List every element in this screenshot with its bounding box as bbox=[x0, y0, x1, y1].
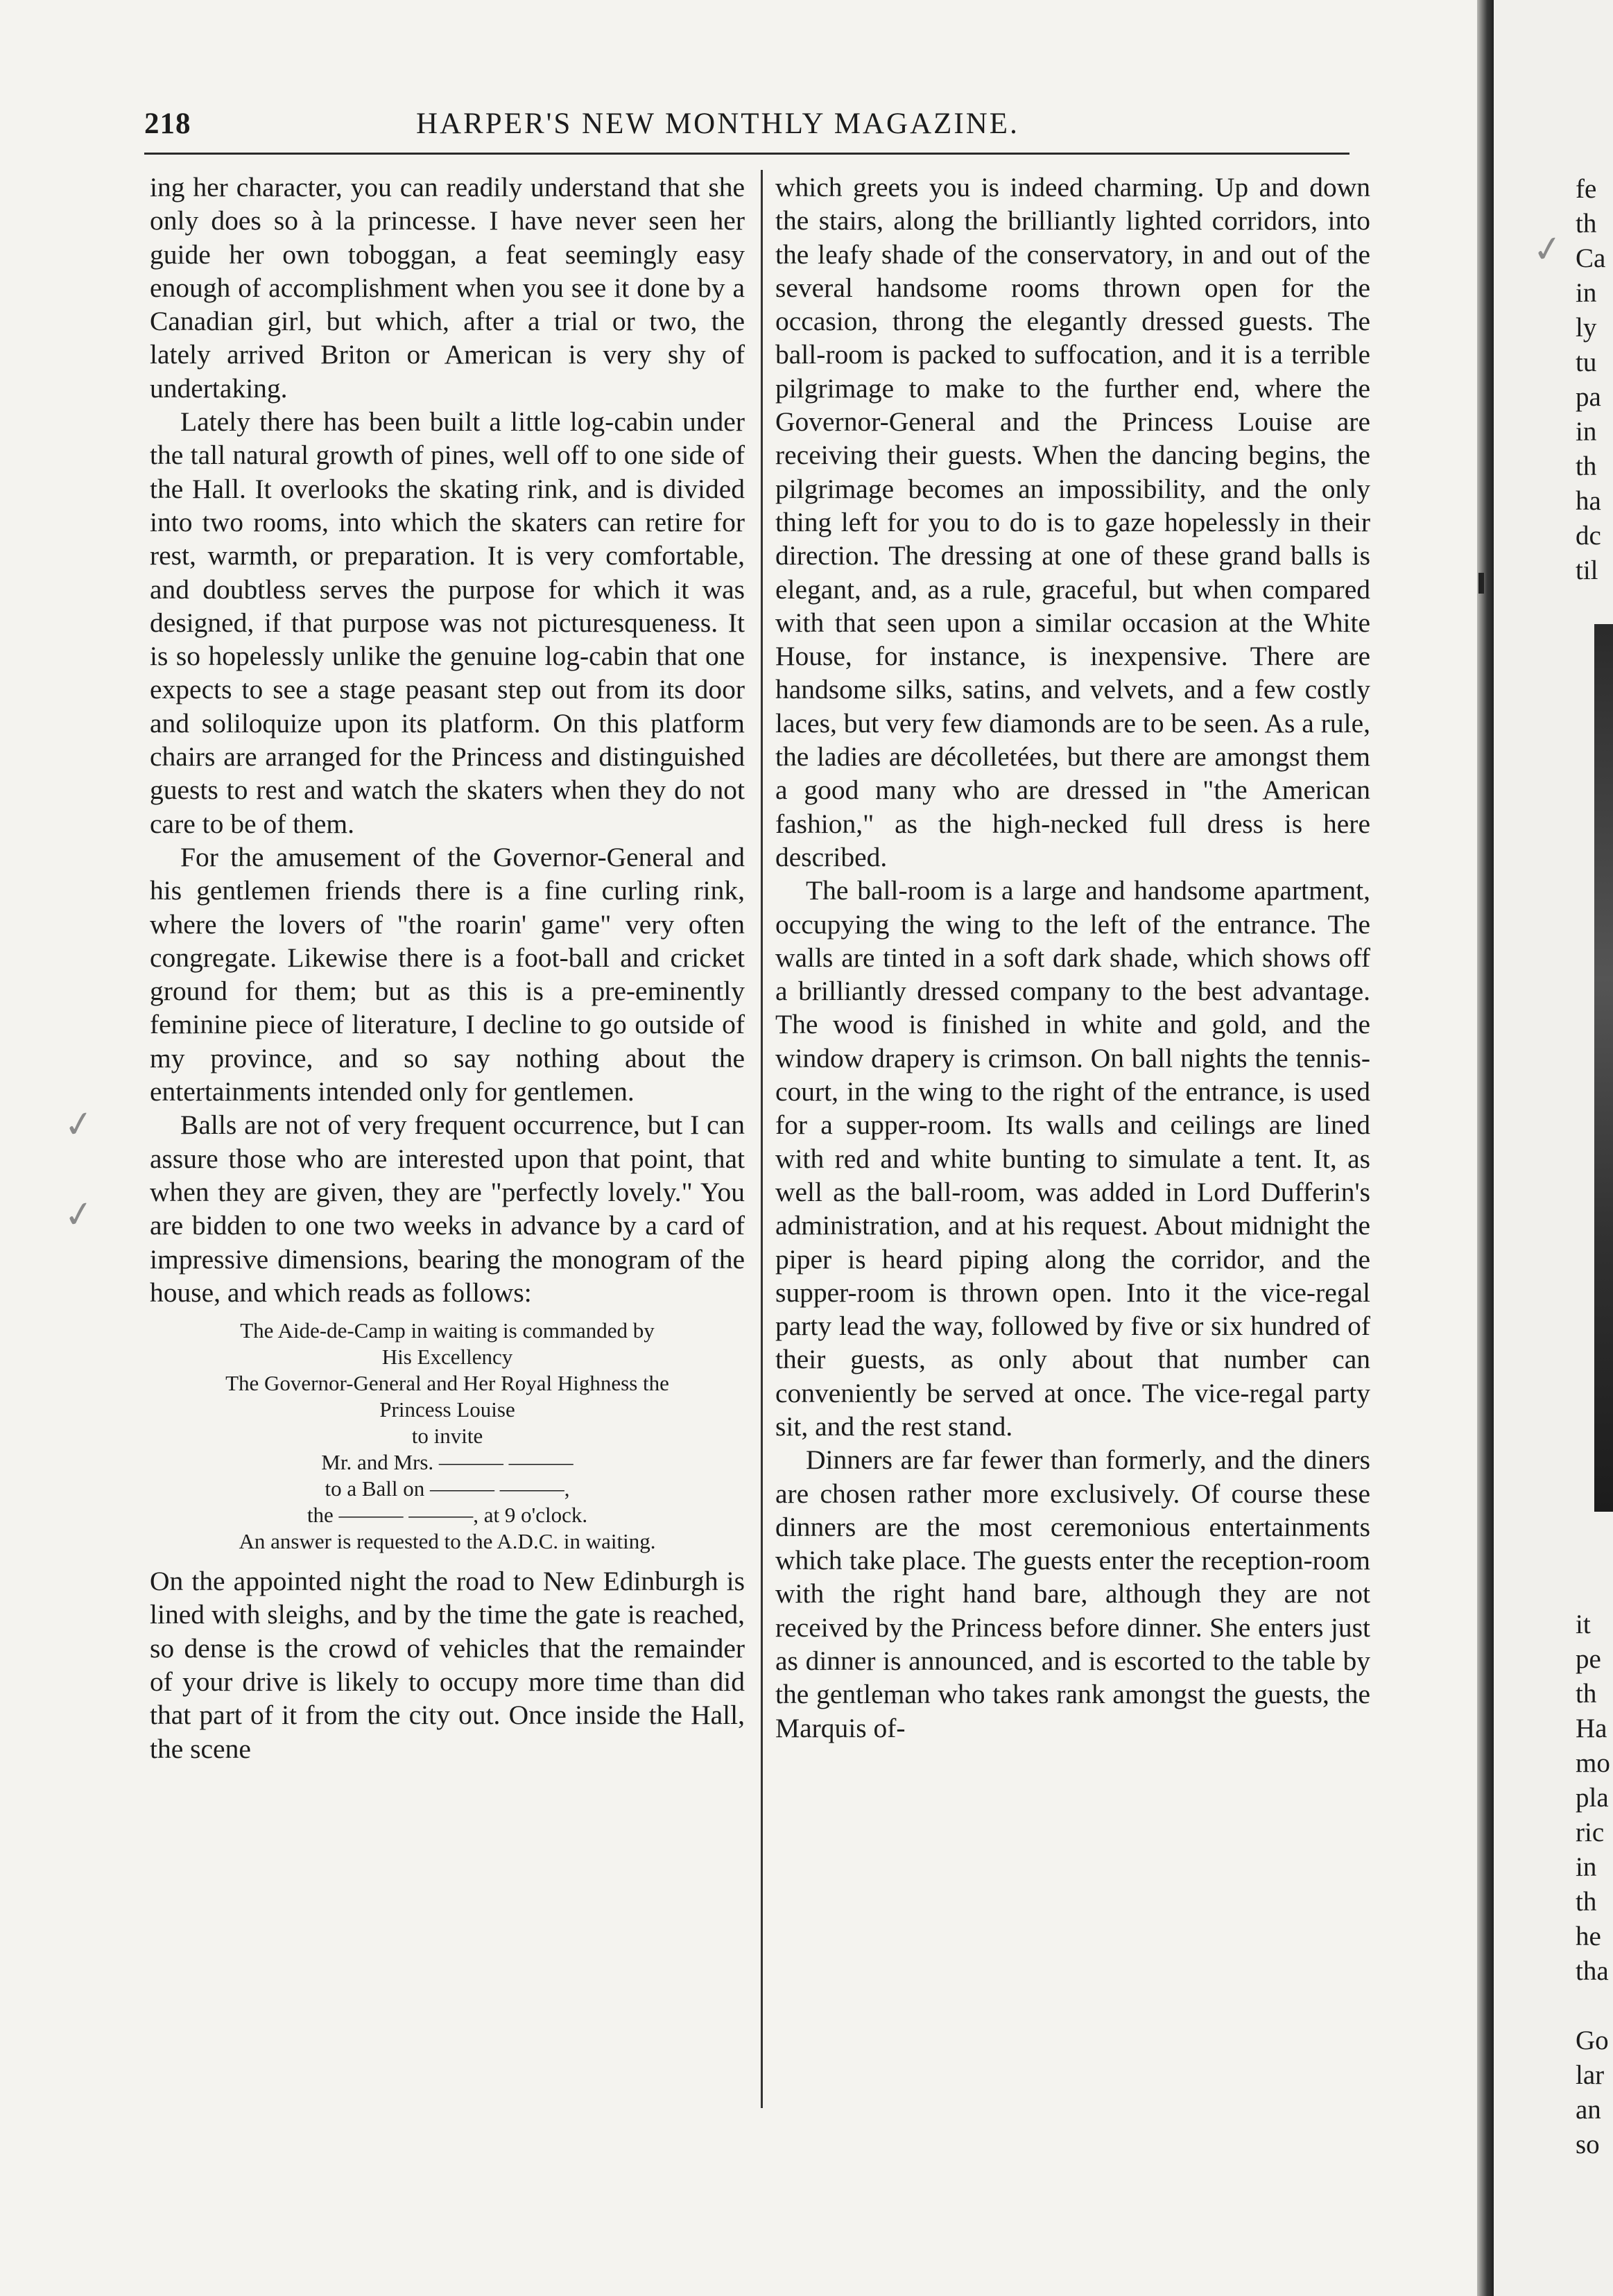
facing-page-fragment: in bbox=[1576, 1852, 1597, 1882]
paragraph: For the amusement of the Governor-General and his gentlemen friends there is a fine curling rink, where the lovers of "the roarin' game" very often congregate. Likewise there is a foot-ball and cricket ground for them; but as this is a pre-eminently feminine piece of literature, I decline to go outside of my province, and so say nothing about the entertainments intended only for gentlemen. bbox=[150, 841, 745, 1107]
invitation-line: His Excellency bbox=[381, 1345, 513, 1370]
facing-page-fragment: pe bbox=[1576, 1644, 1601, 1674]
facing-page-fragment: he bbox=[1576, 1922, 1601, 1951]
facing-page-fragment: th bbox=[1576, 209, 1597, 239]
facing-page-fragment: th bbox=[1576, 1887, 1597, 1917]
pencil-check-mark-icon: ✓ bbox=[61, 1192, 97, 1238]
invitation-line: Princess Louise bbox=[379, 1397, 515, 1422]
facing-page-fragment: in bbox=[1576, 417, 1597, 447]
paragraph: Balls are not of very frequent occurrence, but I can assure those who are interested upon that point, that when they are given, they are "perfectly lovely." You are bidden to one two weeks in advance by a card of impressive dimensions, bearing the monogram of the house, and which reads as follows: bbox=[150, 1110, 745, 1308]
invitation-line: The Governor-General and Her Royal Highness the bbox=[225, 1371, 669, 1396]
page-number: 218 bbox=[144, 107, 191, 140]
paragraph: which greets you is indeed charming. Up and down the stairs, along the brilliantly lighted corridors, into the leafy shade of the conservatory, in and out of the several handsome rooms thrown open for the occasion, throng the elegantly dressed guests. The ball-room is packed to suffocation, and it is a terrible pilgrimage to make to the further end, where the Governor-General and the Princess Louise are receiving their guests. When the dancing begins, the pilgrimage becomes an impossibility, and the only thing left for you to do is to gaze hopelessly in their direction. The dressing at one of these grand balls is elegant, and, as a rule, graceful, but when compared with that seen upon a similar occasion at the White House, for instance, is inexpensive. There are handsome silks, satins, and velvets, and a few costly laces, but very few diamonds are to be seen. As a rule, the ladies are décolletées, but there are amongst them a good many who are dressed in "the American fashion," as the high-necked full dress is here described. bbox=[775, 172, 1370, 872]
binding-gutter bbox=[1477, 0, 1494, 2296]
page-header bbox=[144, 107, 1351, 146]
facing-page-fragment: Ha bbox=[1576, 1714, 1607, 1743]
facing-page-fragment: lar bbox=[1576, 2060, 1605, 2090]
invitation-line: to a Ball on ——— ———, bbox=[325, 1476, 570, 1501]
paragraph: ing her character, you can readily understand that she only does so à la princesse. I have never seen her guide her own toboggan, a feat seemingly easy enough of accomplishment when you see it done by a Canadian girl, but which, after a trial or two, the lately arrived Briton or American is very shy of undertaking. bbox=[150, 172, 745, 404]
facing-page-fragment: so bbox=[1576, 2130, 1600, 2159]
facing-page-fragment: an bbox=[1576, 2095, 1601, 2125]
ink-smudge bbox=[1478, 573, 1484, 594]
facing-page-fragment: fe bbox=[1576, 174, 1597, 204]
facing-page-fragment: pla bbox=[1576, 1783, 1609, 1813]
column-divider bbox=[761, 170, 763, 2108]
invitation-line: The Aide-de-Camp in waiting is commanded by bbox=[240, 1318, 655, 1343]
facing-page-fragment: Ca bbox=[1576, 243, 1606, 273]
facing-page-fragment: Go bbox=[1576, 2026, 1609, 2055]
facing-page-fragment: th bbox=[1576, 451, 1597, 481]
left-column bbox=[150, 171, 745, 1766]
facing-page-fragment: ric bbox=[1576, 1818, 1605, 1847]
facing-page-fragment: in bbox=[1576, 278, 1597, 308]
paragraph: Dinners are far fewer than formerly, and the diners are chosen rather more exclusively. Of course these dinners are the most ceremonious entertainments which take place. The guests enter the reception-room with the right hand bare, although they are not received by the Princess before dinner. She enters just as dinner is announced, and is escorted to the table by the gentleman who takes rank amongst the guests, the Marquis of- bbox=[775, 1444, 1370, 1743]
running-head: HARPER'S NEW MONTHLY MAGAZINE. bbox=[416, 107, 1019, 140]
facing-page-fragment: pa bbox=[1576, 382, 1601, 412]
facing-page-fragment: tha bbox=[1576, 1956, 1609, 1986]
paragraph: Lately there has been built a little log-cabin under the tall natural growth of pines, well off to one side of the Hall. It overlooks the skating rink, and is divided into two rooms, into which the skaters can retire for rest, warmth, or preparation. It is very comfortable, and doubtless serves the purpose for which it was designed, if that purpose was not picturesqueness. It is so hopelessly unlike the genuine log-cabin that one expects to see a stage peasant step out from its door and soliloquize upon its platform. On this platform chairs are arranged for the Princess and distinguished guests to rest and watch the skaters when they do not care to be of them. bbox=[150, 406, 745, 839]
invitation-line: Mr. and Mrs. ——— ——— bbox=[321, 1450, 573, 1475]
ball-invitation-card bbox=[150, 1318, 745, 1555]
facing-page-edge bbox=[1494, 0, 1613, 2296]
header-rule bbox=[144, 153, 1349, 155]
facing-page-fragment: mo bbox=[1576, 1748, 1610, 1778]
pencil-check-mark-icon: ✓ bbox=[1530, 227, 1566, 273]
facing-page-fragment: ha bbox=[1576, 486, 1601, 516]
paragraph: On the appointed night the road to New Edinburgh is lined with sleighs, and by the time the gate is reached, so dense is the crowd of vehicles that the remainder of your drive is likely to occupy more time than did that part of it from the city out. Once inside the Hall, the scene bbox=[150, 1566, 745, 1764]
paragraph: The ball-room is a large and handsome apartment, occupying the wing to the left of the entrance. The walls are tinted in a soft dark shade, which shows off a brilliantly dressed company to the best advantage. The wood is finished in white and gold, and the window drapery is crimson. On ball nights the tennis-court, in the wing to the right of the entrance, is used for a supper-room. Its walls and ceilings are lined with red and white bunting to simulate a tent. It, as well as the ball-room, was added in Lord Dufferin's administration, and at his request. About midnight the piper is heard piping along the corridor, and the supper-room is thrown open. Into it the vice-regal party lead the way, followed by five or six hundred of their guests, as only about that number can conveniently be served at once. The vice-regal party sit, and the rest stand. bbox=[775, 875, 1370, 1442]
pencil-check-mark-icon: ✓ bbox=[61, 1102, 97, 1148]
facing-page-fragment: it bbox=[1576, 1609, 1591, 1639]
right-column bbox=[775, 171, 1370, 1745]
facing-page-fragment: th bbox=[1576, 1679, 1597, 1709]
facing-page-fragment: tu bbox=[1576, 347, 1597, 377]
invitation-line: to invite bbox=[411, 1424, 483, 1449]
facing-page-fragment: til bbox=[1576, 555, 1598, 585]
invitation-line: An answer is requested to the A.D.C. in waiting. bbox=[239, 1529, 656, 1554]
facing-page-fragment: dc bbox=[1576, 521, 1601, 551]
facing-page-fragment: ly bbox=[1576, 313, 1597, 343]
facing-page-illustration bbox=[1594, 624, 1613, 1512]
invitation-line: the ——— ———, at 9 o'clock. bbox=[307, 1503, 588, 1528]
